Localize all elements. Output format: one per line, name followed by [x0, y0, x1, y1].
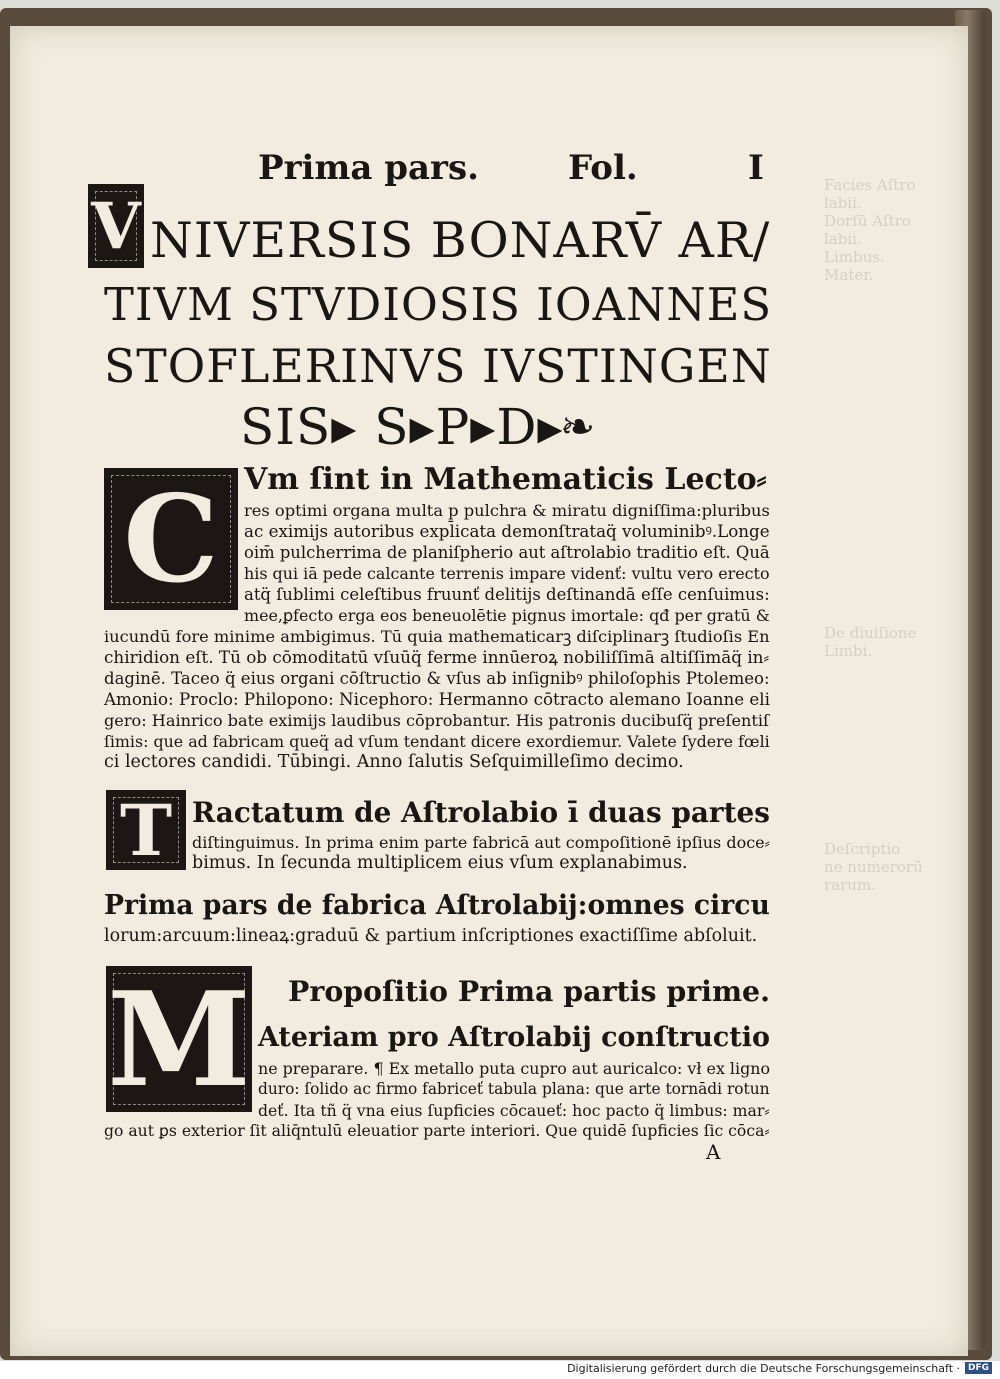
bleed-line: Deſcriptio: [824, 840, 901, 858]
propositio-line: deť. Ita tñ q̈ vna eius ſupficies cōcaueť: hoc pacto q̈ limbus: mar⸗: [258, 1101, 770, 1120]
signature-mark: A: [706, 1140, 721, 1164]
preface-line: chiridion eſt. Tū ob cōmoditatū vſuūq̈ ferme innūeroꝝ nobiliſſimā altiſſimāq̈ in⸗: [104, 647, 770, 667]
bleed-line: De diuiſione: [824, 624, 917, 642]
bleed-line: Dorſū Aſtro: [824, 212, 911, 230]
folio-label: Fol.: [568, 148, 638, 188]
propositio-line: ne preparare. ¶ Ex metallo puta cupro aut auricalco: vł ex ligno: [258, 1059, 770, 1078]
prima-pars-line: lorum:arcuum:lineaꝝ:graduū & partium inſcriptiones exactiſſime abſoluit.: [104, 926, 758, 946]
decorated-initial-t: T: [106, 790, 186, 870]
propositio-line: duro: ſolido ac firmo fabriceť tabula plana: que arte tornādi rotun: [258, 1080, 770, 1098]
preface-line: ci lectores candidi. Tūbingi. Anno ſalutis Seſquimilleſimo decimo.: [104, 752, 684, 772]
preface-line: his qui iā pede calcante terrenis impare videnť: vultu vero erecto: [244, 564, 770, 583]
bleed-gap: [824, 660, 954, 840]
bleed-line: Limbus.: [824, 248, 885, 266]
title-line-1: NIVERSIS BONARV̄ AR/: [150, 212, 771, 269]
footer-bar: [0, 1361, 1000, 1379]
preface-line: atq̈ ſublimi celeſtibus fruunť delitijs deſtinandā eſſe cenſuimus:: [244, 585, 770, 604]
decorated-initial-m: M: [107, 962, 251, 1116]
footer-credit: Digitalisierung gefördert durch die Deutsche Forschungsgemeinschaft ·: [567, 1362, 960, 1375]
tractatum-line: diſtinguimus. In prima enim parte fabricā aut compoſitionē ipſius doce⸗: [192, 833, 770, 852]
title-line-3: STOFLERINVS IVSTINGEN: [104, 340, 772, 393]
preface-line: iucundū fore minime ambigimus. Tū quia mathematicarꝫ diſciplinarꝫ ſtudioſis En: [104, 627, 770, 646]
preface-line: Amonio: Proclo: Philopono: Nicephoro: Hermanno cōtracto alemano Ioanne eli: [104, 690, 770, 709]
bleed-line: Facies Aſtro: [824, 176, 916, 194]
preface-line: ac eximijs autoribus explicata demonſtrataq̈ voluminibꝰ.Longe: [244, 521, 770, 541]
folio-number: I: [748, 148, 764, 188]
dfg-logo: DFG: [965, 1362, 992, 1374]
preface-line: res optimi organa multa p̱ pulchra & miratu digniſſima:pluribus: [244, 501, 770, 520]
preface-line: mee,ꝑfecto erga eos beneuolētie pignus imortale: qđ per gratū &: [244, 606, 770, 625]
running-head: Prima pars.: [258, 148, 479, 188]
tractatum-line: bimus. In ſecunda multiplicem eius vſum explanabimus.: [192, 853, 688, 873]
bleed-line: Limbi.: [824, 642, 873, 660]
preface-line: gero: Hainrico bate eximijs laudibus cōprobantur. His patronis ducibuſq̈ preſentiſ: [104, 711, 769, 730]
hedera-leaf-icon: ❧: [560, 402, 597, 451]
tractatum-first-line: Ractatum de Aſtrolabio ī duas partes: [192, 796, 770, 829]
propositio-first-line: Ateriam pro Aſtrolabij conſtructio: [258, 1022, 770, 1053]
title-line-2: TIVM STVDIOSIS IOANNES: [104, 278, 773, 331]
running-header: [258, 148, 778, 192]
bleed-line: labii.: [824, 194, 862, 212]
preface-line: ſimis: que ad fabricam queq̈ ad vſum tendant dicere exordiemur. Valete ſydere fœli: [104, 732, 770, 751]
title-line-4: SIS▸ S▸P▸D▸: [240, 398, 564, 456]
bleed-line: ne numerorū: [824, 858, 923, 876]
decorated-initial-c: C: [104, 468, 238, 610]
propositio-line: go aut ꝑs exterior ſit aliq̄ntulū eleuatior parte interiori. Que quidē ſupficies ſic cōca⸗: [104, 1122, 770, 1140]
bleed-line: labii.: [824, 230, 862, 248]
bleed-gap: [824, 284, 954, 624]
preface-line: oim̄ pulcherrima de planiſpherio aut aſtrolabio traditio eſt. Quā: [244, 543, 770, 562]
decorated-initial-v: V: [88, 184, 144, 268]
bleed-line: rarum.: [824, 876, 876, 894]
bleed-line: Mater.: [824, 266, 874, 284]
propositio-heading: Propoſitio Prima partis prime.: [288, 974, 770, 1008]
prima-pars-heading: Prima pars de fabrica Aſtrolabij:omnes circu: [104, 890, 770, 921]
bleed-through-text: [824, 176, 954, 996]
preface-first-line: Vm ſint in Mathematicis Lecto⸗: [244, 462, 767, 497]
preface-line: daginē. Taceo q̈ eius organi cōſtructio & vſus ab inſignibꝰ philoſophis Ptolemeo:: [104, 669, 770, 688]
